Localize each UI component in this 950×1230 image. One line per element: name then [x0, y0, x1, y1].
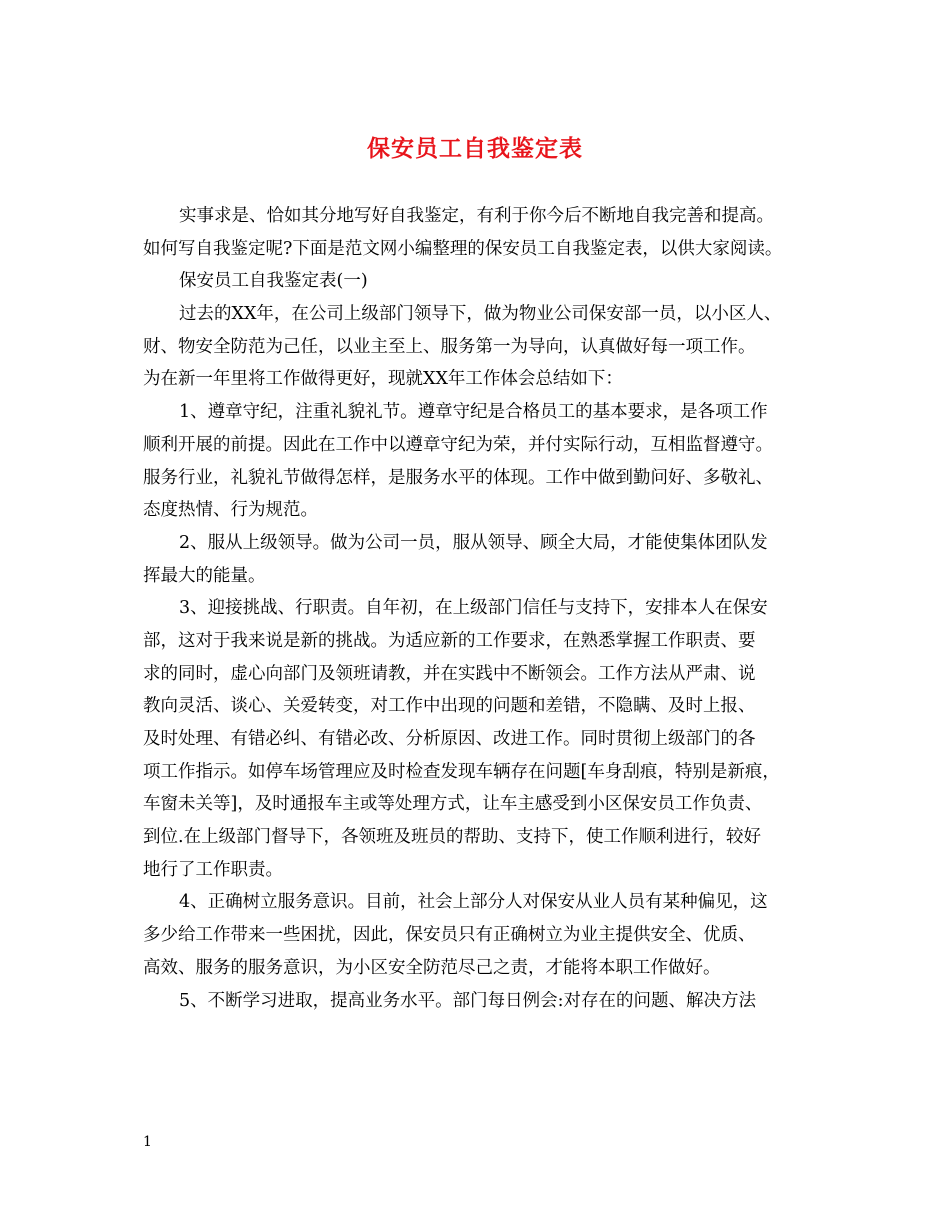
body-line: 如何写自我鉴定呢?下面是范文网小编整理的保安员工自我鉴定表，以供大家阅读。	[143, 238, 783, 259]
body-line: 1、遵章守纪，注重礼貌礼节。遵章守纪是合格员工的基本要求，是各项工作	[179, 402, 768, 423]
document-body	[143, 200, 813, 1017]
body-line: 到位.在上级部门督导下，各领班及班员的帮助、支持下，使工作顺利进行，较好	[143, 827, 762, 848]
document-title: 保安员工自我鉴定表	[367, 135, 583, 162]
body-line: 高效、服务的服务意识，为小区安全防范尽己之责，才能将本职工作做好。	[143, 957, 721, 978]
body-line: 3、迎接挑战、行职责。自年初，在上级部门信任与支持下，安排本人在保安	[179, 598, 768, 619]
body-line: 项工作指示。如停车场管理应及时检查发现车辆存在问题[车身刮痕，特别是新痕，	[143, 761, 780, 782]
body-line: 部，这对于我来说是新的挑战。为适应新的工作要求，在熟悉掌握工作职责、要	[143, 630, 756, 651]
body-line: 财、物安全防范为己任，以业主至上、服务第一为导向，认真做好每一项工作。	[143, 336, 756, 357]
body-line: 实事求是、恰如其分地写好自我鉴定，有利于你今后不断地自我完善和提高。	[179, 206, 774, 226]
body-line: 过去的XX年，在公司上级部门领导下，做为物业公司保安部一员，以小区人、	[179, 304, 782, 325]
body-line: 5、不断学习进取，提高业务水平。部门每日例会:对存在的问题、解决方法	[179, 990, 757, 1011]
body-line: 态度热情、行为规范。	[143, 500, 318, 521]
body-line: 服务行业，礼貌礼节做得怎样，是服务水平的体现。工作中做到勤问好、多敬礼、	[143, 467, 773, 488]
body-line: 保安员工自我鉴定表(一)	[179, 271, 368, 292]
body-line: 求的同时，虚心向部门及领班请教，并在实践中不断领会。工作方法从严肃、说	[143, 663, 756, 684]
body-line: 多少给工作带来一些困扰，因此，保安员只有正确树立为业主提供安全、优质、	[143, 925, 756, 946]
body-line: 为在新一年里将工作做得更好，现就XX年工作体会总结如下：	[143, 369, 623, 390]
body-line: 4、正确树立服务意识。目前，社会上部分人对保安从业人员有某种偏见，这	[179, 892, 768, 913]
page-number: 1	[143, 1134, 152, 1150]
body-line: 地行了工作职责。	[143, 859, 283, 880]
body-line: 教向灵活、谈心、关爱转变，对工作中出现的问题和差错，不隐瞒、及时上报、	[143, 696, 756, 717]
body-line: 挥最大的能量。	[143, 565, 266, 586]
body-line: 2、服从上级领导。做为公司一员，服从领导、顾全大局，才能使集体团队发	[179, 532, 768, 553]
body-line: 车窗未关等]，及时通报车主或等处理方式，让车主感受到小区保安员工作负责、	[143, 794, 763, 815]
body-line: 顺利开展的前提。因此在工作中以遵章守纪为荣，并付实际行动，互相监督遵守。	[143, 434, 773, 455]
body-line: 及时处理、有错必纠、有错必改、分析原因、改进工作。同时贯彻上级部门的各	[143, 729, 756, 749]
